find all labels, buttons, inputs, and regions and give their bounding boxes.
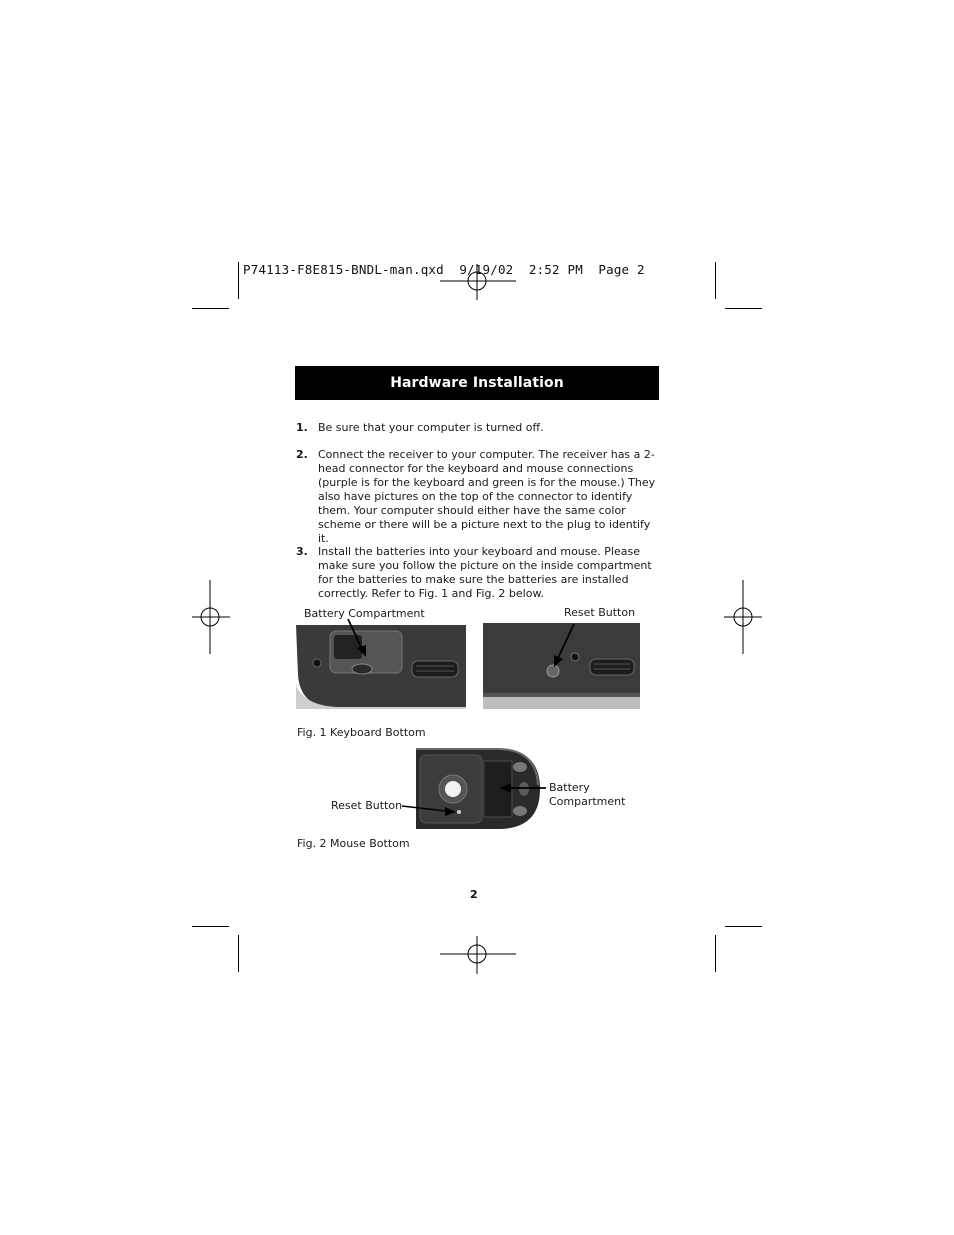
- fig1-battery-label: Battery Compartment: [304, 607, 425, 620]
- registration-target-bottom: [440, 936, 516, 974]
- step-number: 2.: [296, 448, 308, 461]
- step-text: Connect the receiver to your computer. The receiver has a 2-head connector for the keyboard and mouse connections (purple is for the keyboard and green is for the mouse.) They also have pictures on the top of the connector to identify them. Your computer should either have the same color scheme or there will be a picture next to the plug to identify it.: [318, 448, 656, 545]
- step-1: [296, 421, 662, 435]
- fig1-caption: Fig. 1 Keyboard Bottom: [297, 726, 426, 739]
- section-header: [295, 366, 659, 400]
- registration-target-right: [724, 580, 762, 654]
- fig1-battery-arrow: [340, 615, 380, 659]
- fig2-battery-arrow: [498, 780, 548, 796]
- fig2-caption: Fig. 2 Mouse Bottom: [297, 837, 410, 850]
- registration-target-left: [192, 580, 230, 654]
- fig2-battery-label-line2: Compartment: [549, 795, 626, 808]
- step-text: Install the batteries into your keyboard and mouse. Please make sure you follow the picture on the inside compartment for the batteries to make sure the batteries are installed correctly. Refer to Fig. 1 and Fig. 2 below.: [318, 545, 652, 600]
- fig2-battery-label-line1: Battery: [549, 781, 590, 794]
- step-text: Be sure that your computer is turned off.: [318, 421, 544, 434]
- print-slug: P74113-F8E815-BNDL-man.qxd 9/19/02 2:52 PM Page 2: [243, 262, 645, 277]
- keyboard-battery-photo: [296, 625, 466, 709]
- section-title: Hardware Installation: [390, 375, 564, 391]
- step-2: [296, 448, 662, 546]
- step-number: 3.: [296, 545, 308, 558]
- registration-target-top: [440, 264, 516, 300]
- step-number: 1.: [296, 421, 308, 434]
- page-number: 2: [470, 888, 478, 901]
- fig2-reset-label: Reset Button: [331, 799, 403, 812]
- step-3: [296, 545, 662, 601]
- fig2-reset-arrow: [400, 800, 460, 818]
- fig1-reset-arrow: [544, 620, 580, 672]
- fig1-reset-label: Reset Button: [564, 606, 636, 619]
